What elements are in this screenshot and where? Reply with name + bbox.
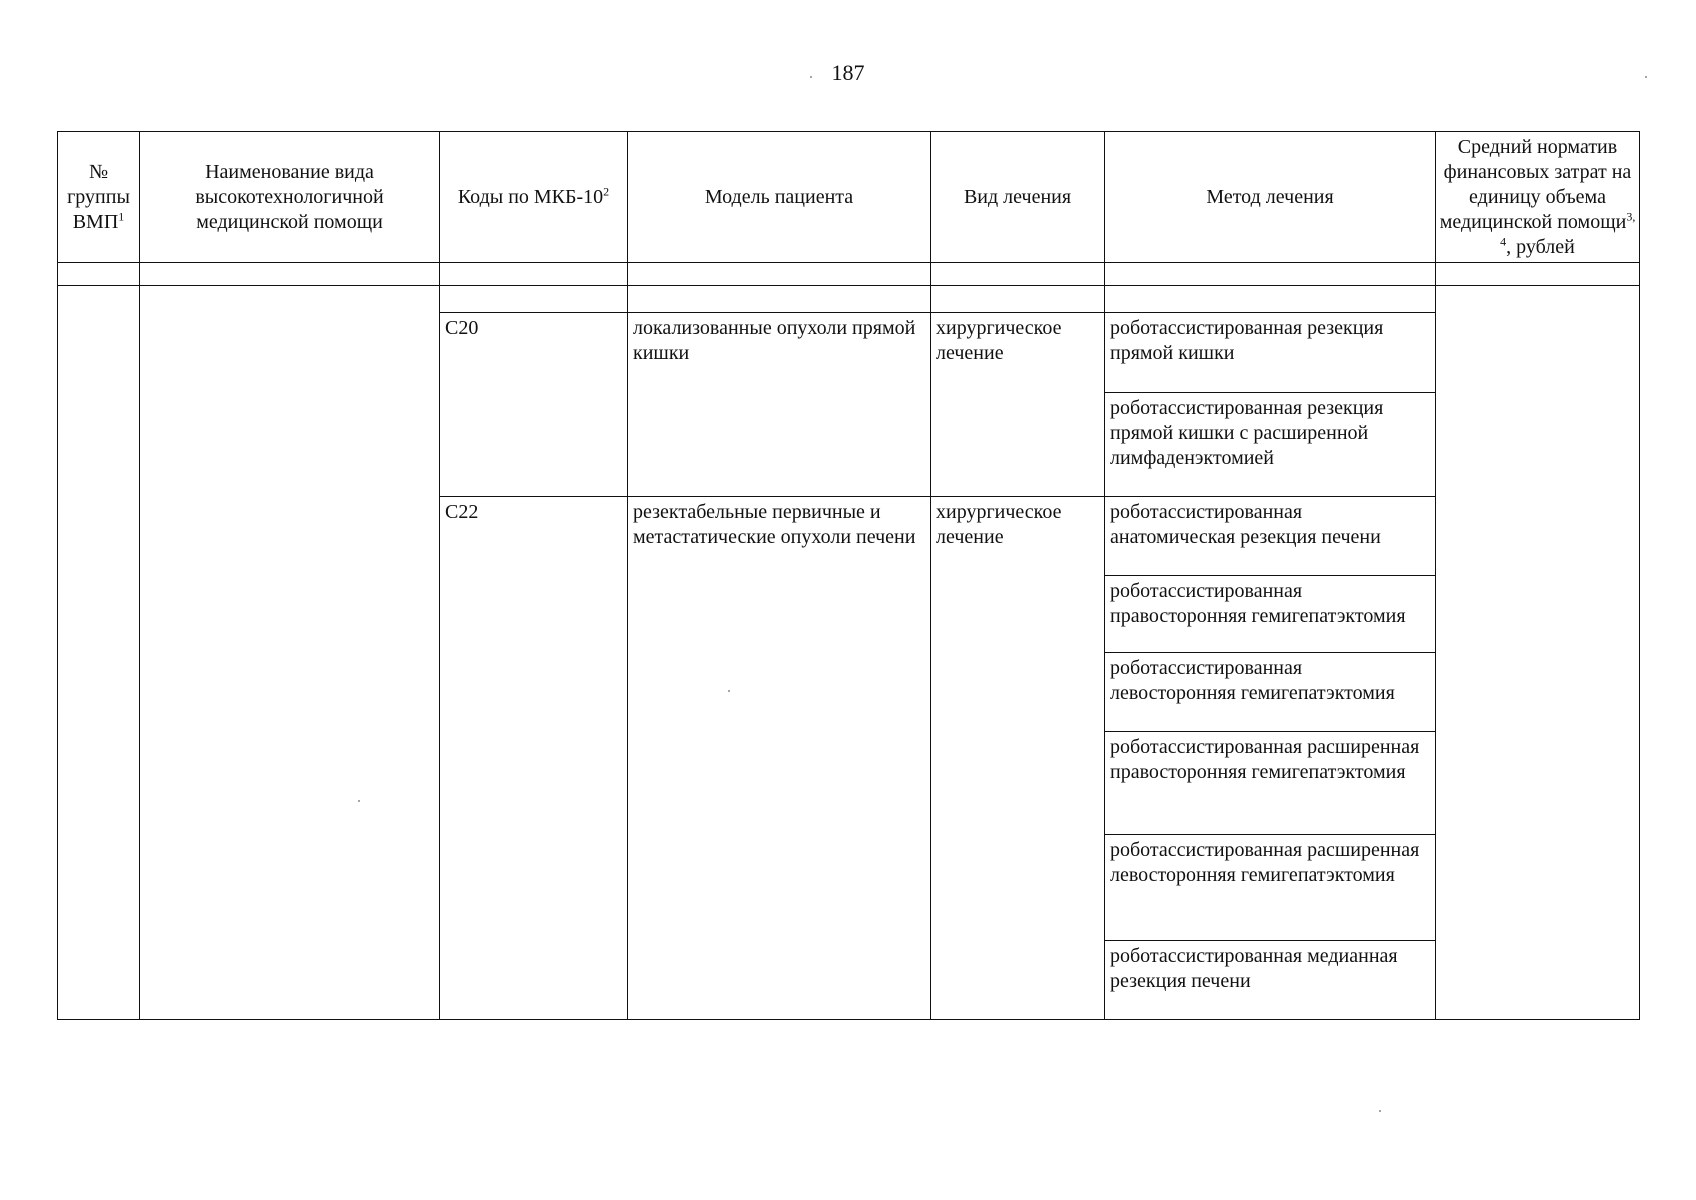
footnote-marker: 1 [118, 208, 125, 223]
cost-standard-cell [1436, 286, 1640, 1020]
header-cost-standard [1436, 132, 1640, 263]
treatment-method-cell: роботассистированная анатомическая резекция печени [1105, 497, 1436, 576]
treatment-method-cell: роботассистированная расширенная правосторонняя гемигепатэктомия [1105, 732, 1436, 835]
care-type-name-cell [140, 286, 440, 1020]
header-group-number [58, 132, 140, 263]
treatment-method-cell: роботассистированная резекция прямой кишки [1105, 313, 1436, 393]
treatment-method-cell: роботассистированная правосторонняя гемигепатэктомия [1105, 576, 1436, 653]
scan-speck [810, 76, 812, 78]
icd-code-cell: C20 [440, 313, 628, 497]
treatment-method-cell: роботассистированная медианная резекция печени [1105, 941, 1436, 1020]
treatment-method-cell: роботассистированная расширенная левосторонняя гемигепатэктомия [1105, 835, 1436, 941]
patient-model-cell: резектабельные первичные и метастатические опухоли печени [628, 497, 931, 1020]
page-number: 187 [831, 60, 865, 85]
scan-speck [1379, 1110, 1381, 1112]
footnote-marker: 2 [603, 183, 610, 198]
header-group-number-label: № группы ВМП [67, 160, 130, 233]
header-icd-codes-label: Коды по МКБ-10 [457, 185, 604, 208]
group-number-cell [58, 286, 140, 1020]
footnote-marker: 3, 4 [1500, 208, 1636, 248]
header-spacer-row [58, 263, 1640, 286]
header-cost-standard-unit: , рублей [1506, 235, 1575, 258]
vmp-table [57, 131, 1640, 1020]
blank-row [58, 286, 1640, 313]
treatment-method-cell: роботассистированная левосторонняя гемигепатэктомия [1105, 653, 1436, 732]
scan-speck [1645, 76, 1647, 78]
header-treatment-method: Метод лечения [1105, 132, 1436, 263]
patient-model-cell: локализованные опухоли прямой кишки [628, 313, 931, 497]
icd-code-cell: C22 [440, 497, 628, 1020]
header-cost-standard-label: Средний норматив финансовых затрат на единицу объема медицинской помощи [1439, 135, 1632, 233]
treatment-type-cell: хирургическое лечение [931, 497, 1105, 1020]
treatment-type-cell: хирургическое лечение [931, 313, 1105, 497]
header-patient-model: Модель пациента [628, 132, 931, 263]
header-care-type-name: Наименование вида высокотехнологичной медицинской помощи [140, 132, 440, 263]
header-icd-codes [440, 132, 628, 263]
table-header-row [58, 132, 1640, 263]
treatment-method-cell: роботассистированная резекция прямой кишки с расширенной лимфаденэктомией [1105, 393, 1436, 497]
header-treatment-type: Вид лечения [931, 132, 1105, 263]
